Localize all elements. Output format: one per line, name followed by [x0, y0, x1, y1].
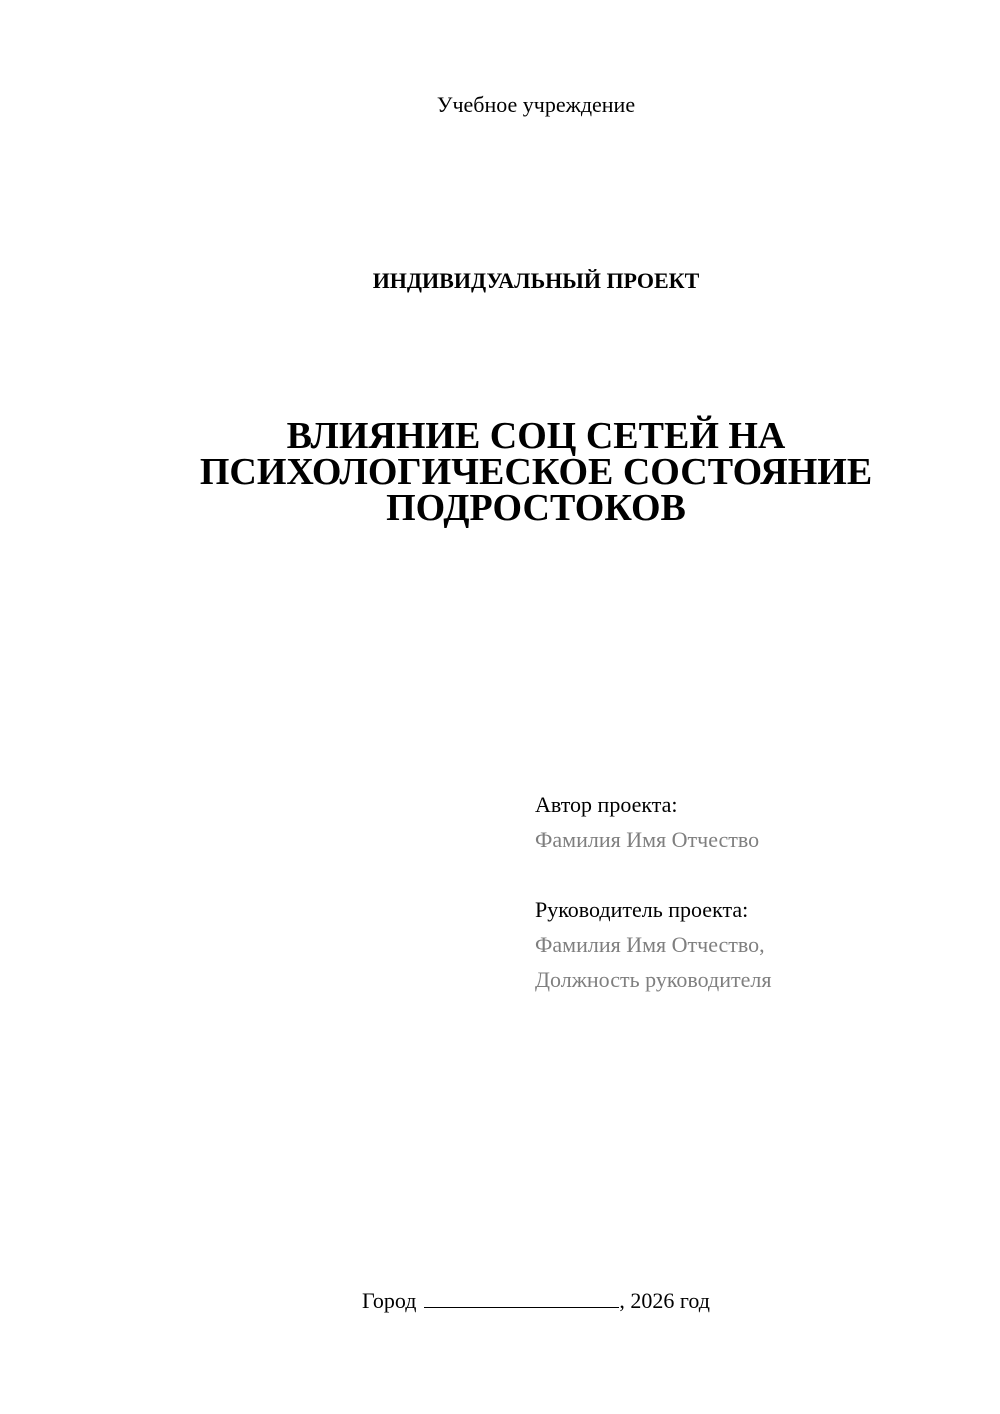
supervisor-label: Руководитель проекта: [535, 897, 749, 922]
document-type: ИНДИВИДУАЛЬНЫЙ ПРОЕКТ [372, 268, 700, 293]
supervisor-position: Должность руководителя [535, 967, 772, 992]
author-label: Автор проекта: [535, 792, 678, 817]
supervisor-name: Фамилия Имя Отчество, [535, 932, 765, 957]
city-label: Город [362, 1288, 417, 1313]
author-block [535, 787, 975, 857]
project-title-line-2: ПСИХОЛОГИЧЕСКОЕ СОСТОЯНИЕ [199, 451, 873, 493]
author-name: Фамилия Имя Отчество [535, 827, 760, 852]
footer-city-year [0, 1288, 1000, 1314]
supervisor-block [535, 892, 975, 997]
project-title-line-3: ПОДРОСТОКОВ [386, 487, 686, 529]
project-title [0, 415, 1000, 529]
city-blank-line [424, 1288, 619, 1308]
project-title-line-1: ВЛИЯНИЕ СОЦ СЕТЕЙ НА [286, 415, 786, 457]
institution-name: Учебное учреждение [436, 92, 636, 117]
year-text: , 2026 год [619, 1288, 710, 1313]
